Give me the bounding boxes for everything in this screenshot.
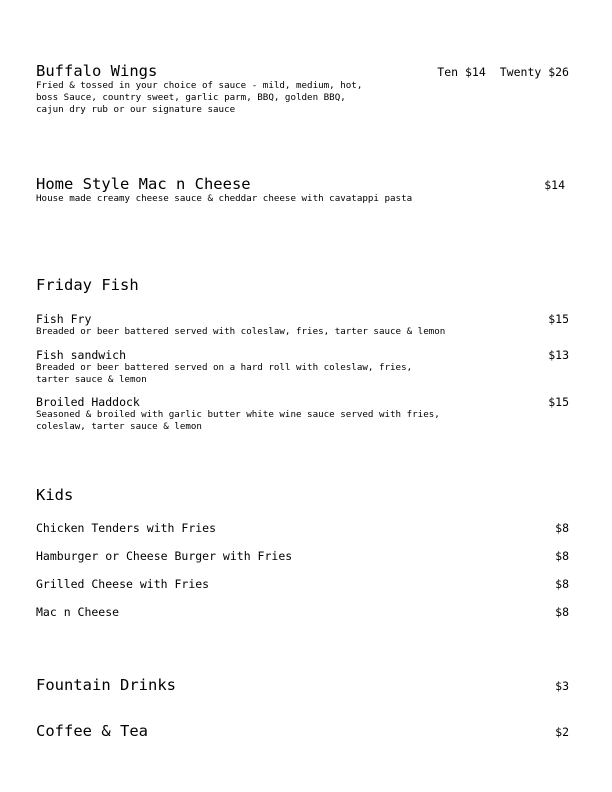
kids-item-price: $8 bbox=[555, 577, 569, 591]
kids-item-name: Chicken Tenders with Fries bbox=[36, 521, 217, 535]
friday-fish-heading: Friday Fish bbox=[36, 276, 139, 294]
fish-item-name: Fish sandwich bbox=[36, 348, 127, 362]
buffalo-wings-price-twenty: Twenty $26 bbox=[499, 65, 569, 79]
mac-n-cheese-title: Home Style Mac n Cheese bbox=[36, 175, 251, 193]
fountain-drinks-title: Fountain Drinks bbox=[36, 676, 176, 694]
fish-item-name: Broiled Haddock bbox=[36, 395, 140, 409]
kids-item-price: $8 bbox=[555, 521, 569, 535]
fish-item-price: $15 bbox=[548, 312, 569, 326]
kids-item-price: $8 bbox=[555, 605, 569, 619]
kids-item-name: Hamburger or Cheese Burger with Fries bbox=[36, 549, 293, 563]
fish-item bbox=[36, 395, 569, 433]
kids-item bbox=[36, 549, 569, 563]
kids-item bbox=[36, 577, 569, 591]
menu-item-buffalo-wings bbox=[36, 62, 569, 116]
fish-item bbox=[36, 312, 569, 338]
menu-item-fountain-drinks bbox=[36, 676, 569, 694]
mac-n-cheese-price: $14 bbox=[544, 178, 565, 192]
buffalo-wings-description: Fried & tossed in your choice of sauce - mild, medium, hot, boss Sauce, country sweet, garlic parm, BBQ, golden BBQ, cajun dry rub or our signature sauce bbox=[36, 80, 363, 115]
coffee-tea-title: Coffee & Tea bbox=[36, 722, 148, 740]
buffalo-wings-title: Buffalo Wings bbox=[36, 62, 158, 80]
menu-item-coffee-tea bbox=[36, 722, 569, 740]
buffalo-wings-prices bbox=[437, 65, 569, 79]
fish-item-description: Seasoned & broiled with garlic butter white wine sauce served with fries, coleslaw, tarter sauce & lemon bbox=[36, 409, 440, 432]
kids-heading: Kids bbox=[36, 486, 74, 504]
fish-item bbox=[36, 348, 569, 386]
kids-item bbox=[36, 605, 569, 619]
fountain-drinks-price: $3 bbox=[555, 679, 569, 693]
fish-item-price: $15 bbox=[548, 395, 569, 409]
coffee-tea-price: $2 bbox=[555, 725, 569, 739]
fish-item-description: Breaded or beer battered served on a hard roll with coleslaw, fries, tarter sauce & lemon bbox=[36, 362, 413, 385]
fish-item-price: $13 bbox=[548, 348, 569, 362]
kids-item bbox=[36, 521, 569, 535]
fish-item-name: Fish Fry bbox=[36, 312, 92, 326]
buffalo-wings-price-ten: Ten $14 bbox=[437, 65, 486, 79]
kids-item-price: $8 bbox=[555, 549, 569, 563]
fish-item-description: Breaded or beer battered served with coleslaw, fries, tarter sauce & lemon bbox=[36, 326, 446, 337]
menu-item-mac-n-cheese bbox=[36, 175, 569, 205]
kids-item-name: Mac n Cheese bbox=[36, 605, 120, 619]
mac-n-cheese-description: House made creamy cheese sauce & cheddar cheese with cavatappi pasta bbox=[36, 193, 413, 204]
section-friday-fish bbox=[36, 276, 569, 294]
section-kids bbox=[36, 486, 569, 504]
kids-item-name: Grilled Cheese with Fries bbox=[36, 577, 210, 591]
